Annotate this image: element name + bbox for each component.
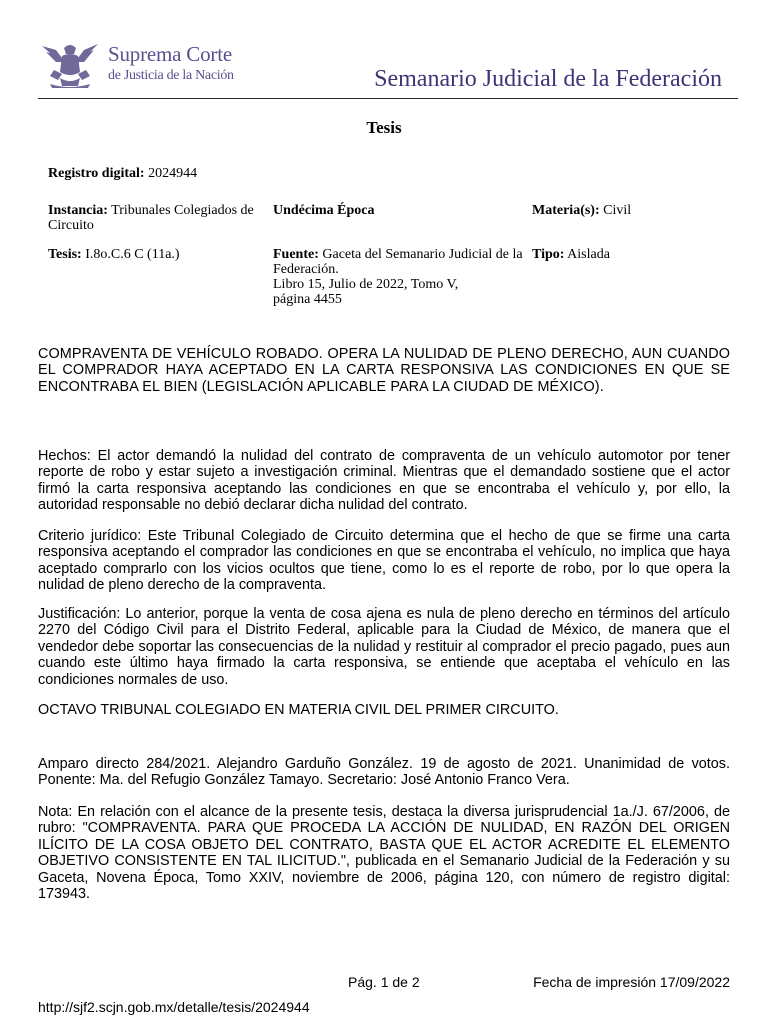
fuente-label: Fuente: bbox=[273, 247, 319, 262]
registro-value: 2024944 bbox=[148, 166, 198, 181]
epoca bbox=[273, 203, 375, 218]
tesis-value: I.8o.C.6 C (11a.) bbox=[85, 247, 180, 262]
criterio-paragraph: Criterio jurídico: Este Tribunal Colegiado de Circuito determina que el hecho de que se firme una carta responsiva aceptando el comprador las condiciones en que se encontraba el vehículo, no implica que haya aceptado comprarlo con los vicios ocultos que tiene, como lo es el reporte de robo, por lo que opera la nulidad de pleno derecho de la compraventa. bbox=[38, 528, 730, 594]
instancia-label: Instancia: bbox=[48, 203, 108, 218]
fuente bbox=[273, 247, 525, 307]
page-number: Pág. 1 de 2 bbox=[348, 974, 420, 990]
fuente-value: Gaceta del Semanario Judicial de la Federación. bbox=[273, 247, 523, 277]
tipo-value: Aislada bbox=[567, 247, 610, 262]
print-date: Fecha de impresión 17/09/2022 bbox=[533, 974, 730, 990]
logo-subtitle: de Justicia de la Nación bbox=[108, 68, 234, 83]
publication-title: Semanario Judicial de la Federación bbox=[374, 66, 722, 92]
amparo-paragraph: Amparo directo 284/2021. Alejandro Garduño González. 19 de agosto de 2021. Unanimidad de votos. Ponente: Ma. del Refugio González Tamayo. Secretario: José Antonio Franco Vera. bbox=[38, 756, 730, 789]
tesis bbox=[48, 247, 180, 262]
nota-paragraph: Nota: En relación con el alcance de la presente tesis, destaca la diversa jurisprudencial 1a./J. 67/2006, de rubro: "COMPRAVENTA. PARA QUE PROCEDA LA ACCIÓN DE NULIDAD, EN RAZÓN DEL ORIGEN ILÍCITO DE LA COSA OBJETO DEL CONTRATO, BASTA QUE EL ACTOR ACREDITE EL ELEMENTO OBJETIVO CONSISTENTE EN TAL ILICITUD.", publicada en el Semanario Judicial de la Federación y su Gaceta, Novena Época, Tomo XXIV, noviembre de 2006, página 120, con número de registro digital: 173943. bbox=[38, 804, 730, 903]
source-url[interactable]: http://sjf2.scjn.gob.mx/detalle/tesis/2024944 bbox=[38, 999, 310, 1015]
registro-label: Registro digital: bbox=[48, 166, 145, 181]
fuente-page: página 4455 bbox=[273, 292, 342, 307]
materia-label: Materia(s): bbox=[532, 203, 600, 218]
materia bbox=[532, 203, 631, 218]
tesis-label: Tesis: bbox=[48, 247, 82, 262]
tribunal-line: OCTAVO TRIBUNAL COLEGIADO EN MATERIA CIVIL DEL PRIMER CIRCUITO. bbox=[38, 702, 559, 718]
instancia-value: Tribunales Colegiados de Circuito bbox=[48, 203, 254, 233]
justificacion-paragraph: Justificación: Lo anterior, porque la venta de cosa ajena es nula de pleno derecho en términos del artículo 2270 del Código Civil para el Distrito Federal, aplicable para la Ciudad de México, de manera que el vendedor debe soportar las consecuencias de la nulidad y restituir al comprador el precio pagado, pues aun cuando este último haya firmado la carta responsiva, se entiende que aceptaba el vehículo en las condiciones normales de uso. bbox=[38, 606, 730, 688]
logo-title: Suprema Corte bbox=[108, 42, 232, 66]
hechos-paragraph: Hechos: El actor demandó la nulidad del contrato de compraventa de un vehículo automotor por tener reporte de robo y estar sujeto a investigación criminal. Mientras que el demandado sostiene que el actor firmó la carta responsiva aceptando las condiciones en que se encontraba el vehículo y, por ello, la autoridad responsable no debió declarar dicha nulidad del contrato. bbox=[38, 448, 730, 514]
tesis-rubro: COMPRAVENTA DE VEHÍCULO ROBADO. OPERA LA NULIDAD DE PLENO DERECHO, AUN CUANDO EL COMPRADOR HAYA ACEPTADO EN LA CARTA RESPONSIVA LAS CONDICIONES EN QUE SE ENCONTRABA EL BIEN (LEGISLACIÓN APLICABLE PARA LA CIUDAD DE MÉXICO). bbox=[38, 346, 730, 395]
tipo bbox=[532, 247, 610, 262]
instancia bbox=[48, 203, 266, 233]
registro-digital bbox=[48, 166, 197, 181]
fuente-detail: Libro 15, Julio de 2022, Tomo V, bbox=[273, 277, 459, 292]
materia-value: Civil bbox=[603, 203, 632, 218]
page-title: Tesis bbox=[366, 118, 402, 137]
header-divider bbox=[38, 98, 738, 99]
scjn-logo bbox=[36, 40, 256, 90]
eagle-emblem-icon bbox=[36, 40, 104, 90]
epoca-value: Undécima Época bbox=[273, 203, 375, 218]
tipo-label: Tipo: bbox=[532, 247, 565, 262]
